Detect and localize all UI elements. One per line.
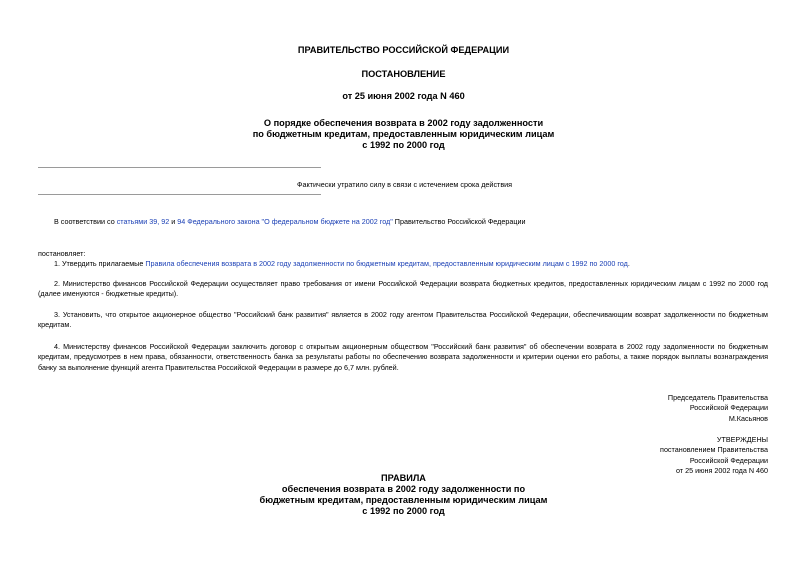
document-title-line: по бюджетным кредитам, предоставленным юридическим лицам [252,129,555,139]
rules-title-line: бюджетным кредитам, предоставленным юридическим лицам [259,495,548,505]
p1-prefix: 1. Утвердить прилагаемые [54,259,146,268]
divider-bottom [38,194,321,195]
resolves-label: постановляет: [38,249,86,258]
approval-line: УТВЕРЖДЕНЫ [716,435,768,444]
document-title-line: О порядке обеспечения возврата в 2002 году задолженности [263,118,544,128]
link-federal-budget-law[interactable]: 94 Федерального закона "О федеральном бюджете на 2002 год" [177,217,393,226]
approval-line: постановлением Правительства [660,445,768,455]
rules-title-line: обеспечения возврата в 2002 году задолженности по [281,484,526,494]
paragraph-1 [38,259,768,269]
document-title-line: с 1992 по 2000 год [362,140,445,150]
approval-line: Российской Федерации [689,455,768,465]
divider-top [38,167,321,168]
approval-block [660,435,768,477]
rules-heading [0,473,807,517]
paragraph-2: 2. Министерство финансов Российской Федерации осуществляет право требования от имени Российской Федерации возврата бюджетных кредитов, предоставленных юридическим лицам с 1992 по 2000 год (далее именуются - бюджетные кредиты). [38,279,768,299]
status-note: Фактически утратило силу в связи с истечением срока действия [297,180,513,189]
paragraph-3: 3. Установить, что открытое акционерное общество "Российский банк развития" является в 2002 году агентом Правительства Российской Федерации, обеспечивающим возврат задолженности по бюджетным кредитам. [38,310,768,330]
document-type: ПОСТАНОВЛЕНИЕ [361,69,446,79]
rules-title-line: с 1992 по 2000 год [362,506,445,516]
signature-block [668,393,768,424]
approval-line: от 25 июня 2002 года N 460 [675,466,768,476]
signature-line: Российской Федерации [689,403,768,413]
intro-suffix: Правительство Российской Федерации [392,217,526,226]
signature-name: М.Касьянов [728,413,768,423]
p1-suffix: . [627,259,630,268]
paragraph-4: 4. Министерству финансов Российской Федерации заключить договор с открытым акционерным обществом "Российский банк развития" об обеспечении возврата в 2002 году задолженности по бюджетным кредитам, предусмотрев в нем права, обязанности, ответственность банка за результаты работы по обеспечению возврата задолженности и критерии оценки его работы, а также порядок выплаты вознаграждения банку за выполнение функций агента Правительства Российской Федерации в размере до 6,7 млн. рублей. [38,342,768,372]
intro-paragraph [38,217,768,227]
signature-line: Председатель Правительства [667,393,768,402]
government-heading: ПРАВИТЕЛЬСТВО РОССИЙСКОЙ ФЕДЕРАЦИИ [297,45,510,55]
rules-title: ПРАВИЛА [381,473,426,483]
link-rules[interactable]: Правила обеспечения возврата в 2002 году задолженности по бюджетным кредитам, предоставленным юридическим лицам с 1992 по 2000 год [145,259,628,268]
intro-and: и [169,217,178,226]
document-date-number: от 25 июня 2002 года N 460 [342,91,465,101]
document-title [0,118,807,151]
link-articles-39-92[interactable]: статьями 39, 92 [116,217,170,226]
intro-prefix: В соответствии со [54,217,117,226]
